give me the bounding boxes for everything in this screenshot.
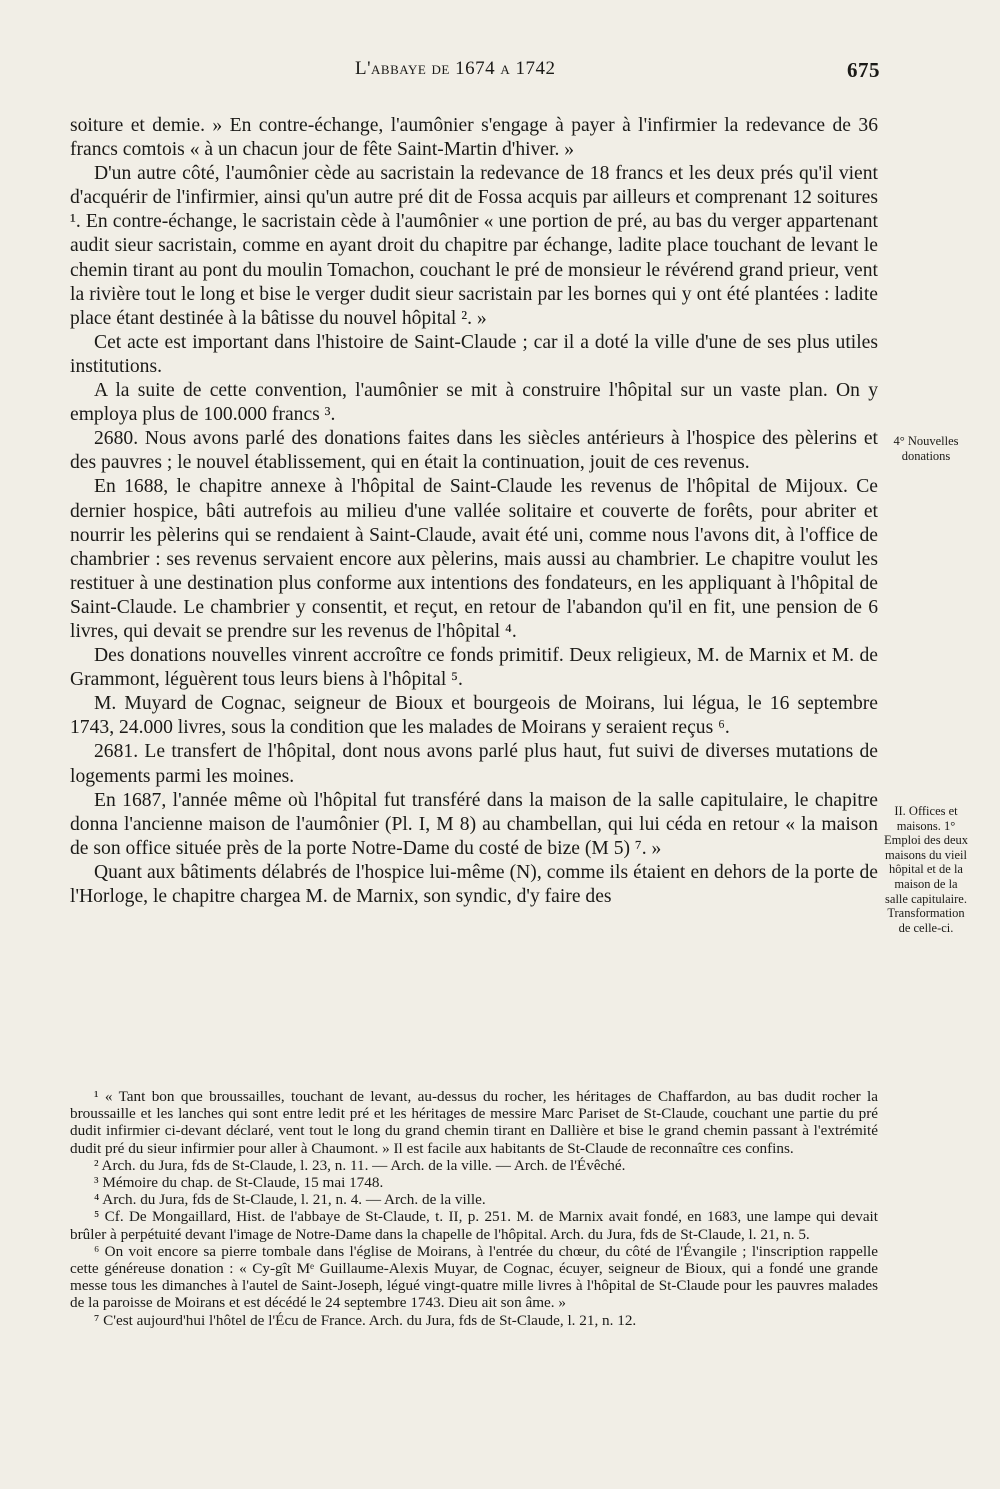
footnote: ⁵ Cf. De Mongaillard, Hist. de l'abbaye de St-Claude, t. II, p. 251. M. de Marnix avait fondé, en 1683, une lampe qui devait brûler à perpétuité devant l'image de Notre-Dame dans la chapelle de l'hôpital. Arch. du Jura, fds de St-Claude, l. 21, n. 5. <box>70 1208 878 1243</box>
footnote: ³ Mémoire du chap. de St-Claude, 15 mai 1748. <box>94 1174 384 1192</box>
paragraph: En 1688, le chapitre annexe à l'hôpital de Saint-Claude les revenus de l'hôpital de Mijoux. Ce dernier hospice, bâti autrefois au milieu d'une vallée solitaire et couverte de forêts, pour abriter et nourrir les pèlerins qui se rendaient à Saint-Claude, avait été uni, comme nous l'avons dit, à l'office de chambrier : ses revenus servaient encore aux pèlerins, mais aussi au chambrier. Le chapitre voulut les restituer à une destination plus conforme aux intentions des fondateurs, en les appliquant à l'hôpital de Saint-Claude. Le chambrier y consentit, et reçut, en retour de l'abandon qu'il en fit, une pension de 6 livres, qui devait se prendre sur les revenus de l'hôpital ⁴. <box>70 476 878 642</box>
footnote: ⁶ On voit encore sa pierre tombale dans l'église de Moirans, à l'entrée du chœur, du côté de l'Évangile ; l'inscription rappelle cette généreuse donation : « Cy-gît Mᵉ Guillaume-Alexis Muyar, de Cognac, écuyer, seigneur de Bioux, qui a fondé une grande messe tous les dimanches à l'autel de Saint-Joseph, légué vingt-quatre mille livres à l'hôpital de St-Claude pour les pauvres malades de la paroisse de Moirans et est décédé le 24 septembre 1743. Dieu ait son âme. » <box>70 1242 878 1312</box>
paragraph: Cet acte est important dans l'histoire de Saint-Claude ; car il a doté la ville d'une de ses plus utiles institutions. <box>70 331 878 377</box>
paragraph: En 1687, l'année même où l'hôpital fut transféré dans la maison de la salle capitulaire, le chapitre donna l'ancienne maison de l'aumônier (Pl. I, M 8) au chambellan, qui lui céda en retour « la maison de son office située près de la porte Notre-Dame du costé de bize (M 5) ⁷. » <box>70 789 878 859</box>
footnote: ⁷ C'est aujourd'hui l'hôtel de l'Écu de France. Arch. du Jura, fds de St-Claude, l. 21, n. 12. <box>94 1311 637 1329</box>
paragraph: Des donations nouvelles vinrent accroître ce fonds primitif. Deux religieux, M. de Marnix et M. de Grammont, léguèrent tous leurs biens à l'hôpital ⁵. <box>70 645 878 691</box>
footnote: ⁴ Arch. du Jura, fds de St-Claude, l. 21, n. 4. — Arch. de la ville. <box>94 1191 486 1209</box>
page-number: 675 <box>847 58 880 82</box>
running-title: L'abbaye de 1674 a 1742 <box>355 58 556 79</box>
paragraph: soiture et demie. » En contre-échange, l'aumônier s'engage à payer à l'infirmier la redevance de 36 francs comtois « à un chacun jour de fête Saint-Martin d'hiver. » <box>70 115 878 161</box>
footnotes <box>70 1088 878 1329</box>
paragraph: A la suite de cette convention, l'aumônier se mit à construire l'hôpital sur un vaste plan. On y employa plus de 100.000 francs ³. <box>70 380 878 426</box>
footnote: ¹ « Tant bon que broussailles, touchant de levant, au-dessus du rocher, les héritages de Chaffardon, au bas dudit rocher la broussaille et les lanches qui sont entre ledit pré et les héritages de messire Marc Pariset de St-Claude, couchant une partie du pré dudit infirmier ci-devant déclaré, vent tout le long du grand chemin tirant en Dallière et bise le grand chemin passant à l'extrémité dudit pré du sieur infirmier pour aller à Chaumont. » Il est facile aux habitants de St-Claude de reconnaître ces confins. <box>70 1088 878 1157</box>
paragraph: Quant aux bâtiments délabrés de l'hospice lui-même (N), comme ils étaient en dehors de la porte de l'Horloge, le chapitre chargea M. de Marnix, son syndic, d'y faire des <box>70 861 878 907</box>
paragraph: D'un autre côté, l'aumônier cède au sacristain la redevance de 18 francs et les deux prés qu'il vient d'acquérir de l'infirmier, ainsi qu'un autre pré dit de Fossa acquis par ailleurs et comprenant 12 soitures ¹. En contre-échange, le sacristain cède à l'aumônier « une portion de pré, au bas du verger appartenant audit sieur sacristain, comme en ayant droit du chapitre par échange, ladite place touchant de levant le chemin tirant au pont du moulin Tomachon, couchant le pré de monsieur le révérend grand prieur, vent la rivière tout le long et bise le verger dudit sieur sacristain par les bornes qui y ont été plantées : ladite place étant destinée à la bâtisse du nouvel hôpital ². » <box>70 163 878 329</box>
paragraph: 2680. Nous avons parlé des donations faites dans les siècles antérieurs à l'hospice des pèlerins et des pauvres ; le nouvel établissement, qui en était la continuation, jouit de ces revenus. <box>70 428 878 474</box>
paragraph: 2681. Le transfert de l'hôpital, dont nous avons parlé plus haut, fut suivi de diverses mutations de logements parmi les moines. <box>70 741 878 787</box>
margin-note: 4° Nouvelles donations <box>893 434 959 463</box>
main-text <box>70 114 878 909</box>
margin-note: II. Offices et maisons. 1° Emploi des deux maisons du vieil hôpital et de la maison de la salle capitulaire. Transformation de celle-ci. <box>884 804 969 935</box>
paragraph: M. Muyard de Cognac, seigneur de Bioux et bourgeois de Moirans, lui légua, le 16 septembre 1743, 24.000 livres, sous la condition que les malades de Moirans y seraient reçus ⁶. <box>70 693 878 739</box>
footnote: ² Arch. du Jura, fds de St-Claude, l. 23, n. 11. — Arch. de la ville. — Arch. de l'Évêché. <box>94 1156 626 1174</box>
